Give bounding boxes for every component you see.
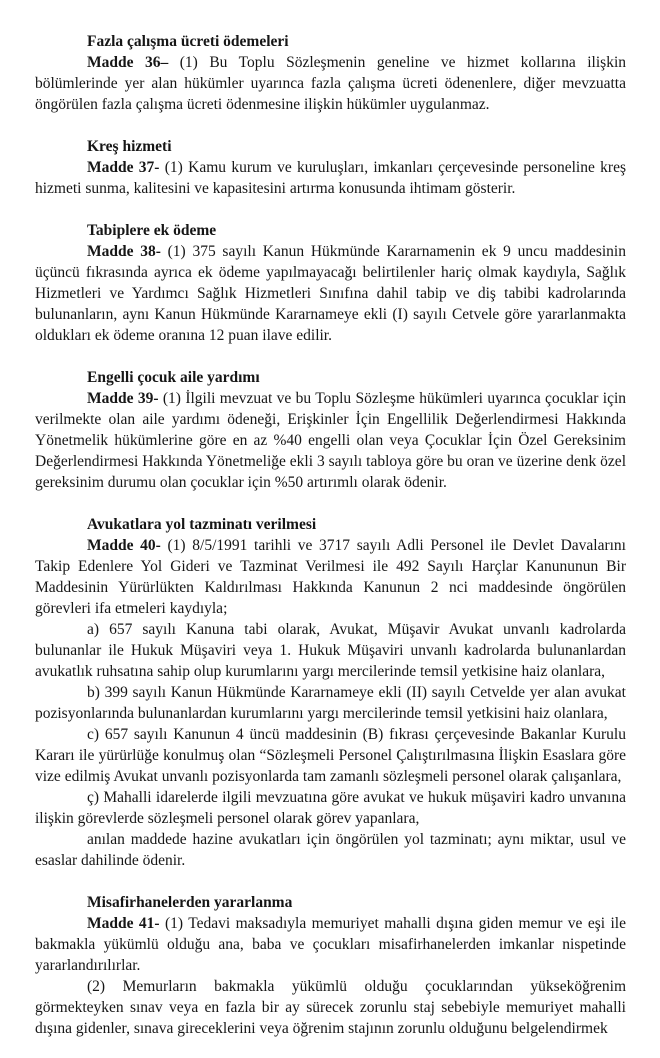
paragraph-text: ç) Mahalli idarelerde ilgili mevzuatına göre avukat ve hukuk müşaviri kadro unvanına ilişkin görevlerde sözleşmeli personel olarak görev yapanlara, xyxy=(35,789,626,827)
section-heading: Kreş hizmeti xyxy=(87,138,172,155)
paragraph xyxy=(35,619,626,682)
section-heading: Tabiplere ek ödeme xyxy=(87,222,217,239)
article-number-lead: Madde 37- xyxy=(87,159,160,176)
document-section xyxy=(35,136,626,199)
paragraph-text: anılan maddede hazine avukatları için öngörülen yol tazminatı; aynı miktar, usul ve esaslar dahilinde ödenir. xyxy=(35,831,626,869)
paragraph xyxy=(35,157,626,199)
paragraph-text: c) 657 sayılı Kanunun 4 üncü maddesinin (B) fıkrası çerçevesinde Bakanlar Kurulu Kararı ile yürürlüğe konulmuş olan “Sözleşmeli Personel Çalıştırılmasına İlişkin Esaslara göre vize edilmiş Avukat unvanlı pozisyonlarda tam zamanlı sözleşmeli personel olarak çalışanlara, xyxy=(35,726,626,785)
paragraph xyxy=(35,388,626,493)
paragraph-text: (2) Memurların bakmakla yükümlü olduğu çocuklarından yükseköğrenim görmekteyken sınav veya en fazla bir ay sürecek zorunlu staj sebebiyle memuriyet mahalli dışına gidenler, sınava gireceklerini veya öğrenim stajının zorunlu olduğunu belgelendirmek xyxy=(35,978,626,1037)
document-body xyxy=(35,31,626,1039)
article-number-lead: Madde 36– xyxy=(87,54,169,71)
paragraph-text: (1) 375 sayılı Kanun Hükmünde Kararnamenin ek 9 uncu maddesinin üçüncü fıkrasında ayrıca ek ödeme yapılmayacağı belirtilenler hariç olmak kaydıyla, Sağlık Hizmetleri ve Yardımcı Sağlık Hizmetleri Sınıfına dahil tabip ve diş tabibi kadrolarında bulunanların, aynı Kanun Hükmünde Kararnameye ekli (I) sayılı Cetvele göre yararlanmakta oldukları ek ödeme oranına 12 puan ilave edilir. xyxy=(35,243,626,344)
paragraph-text: (1) 8/5/1991 tarihli ve 3717 sayılı Adli Personel ile Devlet Davalarını Takip Edenlere Yol Gideri ve Tazminat Verilmesi ile 492 Sayılı Harçlar Kanununun Bir Maddesinin Yürürlükten Kaldırılması Hakkında Kanunun 2 nci maddesinde öngörülen görevleri ifa etmeleri kaydıyla; xyxy=(35,537,626,617)
section-heading: Avukatlara yol tazminatı verilmesi xyxy=(87,516,317,533)
document-section xyxy=(35,31,626,115)
paragraph xyxy=(35,52,626,115)
article-number-lead: Madde 39- xyxy=(87,390,159,407)
article-number-lead: Madde 38- xyxy=(87,243,161,260)
paragraph xyxy=(35,787,626,829)
document-section xyxy=(35,220,626,346)
paragraph xyxy=(35,976,626,1039)
paragraph-text: a) 657 sayılı Kanuna tabi olarak, Avukat, Müşavir Avukat unvanlı kadrolarda bulunanlar ile Hukuk Müşaviri veya 1. Hukuk Müşaviri unvanlı kadrolarda bulunanlardan avukatlık ruhsatına sahip olup kurumlarını yargı mercilerinde temsil yetkisine haiz olanlara, xyxy=(35,621,626,680)
paragraph xyxy=(35,535,626,619)
paragraph-text: (1) Kamu kurum ve kuruluşları, imkanları çerçevesinde personeline kreş hizmeti sunma, kalitesini ve kapasitesini artırma konusunda ihtimam gösterir. xyxy=(35,159,626,197)
document-section xyxy=(35,892,626,1039)
section-heading: Misafirhanelerden yararlanma xyxy=(87,894,293,911)
paragraph-text: (1) Tedavi maksadıyla memuriyet mahalli dışına giden memur ve eşi ile bakmakla yükümlü olduğu ana, baba ve çocukları misafirhanelerden imkanlar nispetinde yararlandırılırlar. xyxy=(35,915,626,974)
paragraph xyxy=(35,241,626,346)
article-number-lead: Madde 41- xyxy=(87,915,160,932)
paragraph-text: (1) İlgili mevzuat ve bu Toplu Sözleşme hükümleri uyarınca çocuklar için verilmekte olan aile yardımı ödeneği, Erişkinler İçin Engellilik Değerlendirmesi Hakkında Yönetmelik hükümlerine göre en az %40 engelli olan veya Çocuklar İçin Özel Gereksinim Değerlendirmesi Hakkında Yönetmeliğe ekli 3 sayılı tabloya göre bu oran ve üzerine denk özel gereksinim durumu olan çocuklar için %50 artırımlı olarak ödenir. xyxy=(35,390,627,491)
section-heading: Fazla çalışma ücreti ödemeleri xyxy=(87,33,289,50)
document-section xyxy=(35,367,626,493)
paragraph xyxy=(35,829,626,871)
paragraph xyxy=(35,913,626,976)
article-number-lead: Madde 40- xyxy=(87,537,161,554)
paragraph xyxy=(35,682,626,724)
document-section xyxy=(35,514,626,871)
paragraph xyxy=(35,724,626,787)
paragraph-text: b) 399 sayılı Kanun Hükmünde Kararnameye ekli (II) sayılı Cetvelde yer alan avukat pozisyonlarında bulunanlardan kurumlarını yargı mercilerinde temsil yetkisini haiz olanlara, xyxy=(35,684,626,722)
paragraph-text: (1) Bu Toplu Sözleşmenin geneline ve hizmet kollarına ilişkin bölümlerinde yer alan hükümler uyarınca fazla çalışma ücreti ödenenlere, diğer mevzuatta öngörülen fazla çalışma ücreti ödenmesine ilişkin hükümler uygulanmaz. xyxy=(35,54,626,113)
section-heading: Engelli çocuk aile yardımı xyxy=(87,369,260,386)
